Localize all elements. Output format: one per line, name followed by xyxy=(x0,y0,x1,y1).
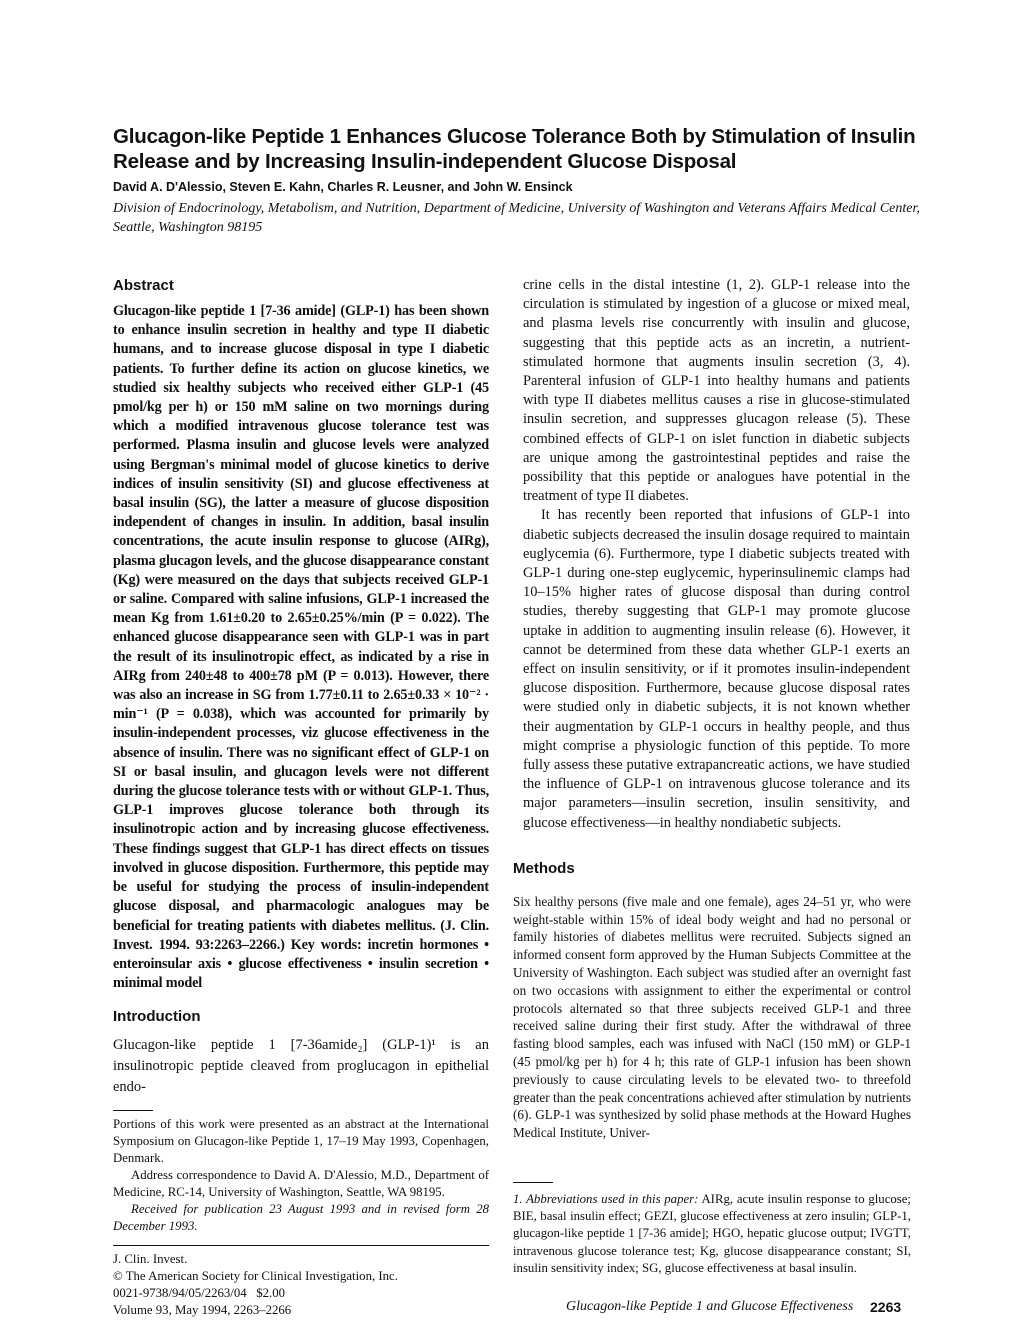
issn-code: 0021-9738/94/05/2263/04 $2.00 xyxy=(113,1286,286,1301)
journal-name: J. Clin. Invest. xyxy=(113,1252,188,1267)
affiliation: Division of Endocrinology, Metabolism, and Nutrition, Department of Medicine, University of Washington and Veterans Affairs Medical Center, Seattle, Washington 98195 xyxy=(113,201,920,235)
abbrev-footnote-divider xyxy=(513,1182,553,1183)
running-footer xyxy=(513,1299,911,1319)
methods-text: Six healthy persons (five male and one female), ages 24–51 yr, who were weight-stable within 15% of ideal body weight and had no personal or family histories of diabetes mellitus were recruited. Subjects signed an informed consent form approved by the Human Subjects Committee at the University of Washington. Each subject was studied after an overnight fast on two occasions with assignment to either the experimental or control protocols alternated so that three subjects received GLP-1 and three received saline during their first study. After the withdrawal of three fasting blood samples, each was infused with NaCl (150 mM) or GLP-1 (45 pmol/kg per h) for 4 h; this rate of GLP-1 infusion has been shown previously to cause circulating levels to be elevated two- to threefold greater than the peak concentrations achieved after stimulation by nutrients (6). GLP-1 was synthesized by solid phase methods at the Howard Hughes Medical Institute, Univer- xyxy=(513,893,911,1141)
abstract-text: Glucagon-like peptide 1 [7-36 amide] (GLP-1) has been shown to enhance insulin secretion in healthy and type II diabetic humans, and to increase glucose disposal in type I diabetic patients. To further define its action on glucose kinetics, we studied six healthy subjects who received either GLP-1 (45 pmol/kg per h) or 150 mM saline on two mornings during which a modified intravenous glucose tolerance test was performed. Plasma insulin and glucose levels were analyzed using Bergman's minimal model of glucose kinetics to derive indices of insulin sensitivity (SI) and glucose effectiveness at basal insulin (SG), the latter a measure of glucose disposition independent of changes in insulin. In addition, basal insulin concentrations, the acute insulin response to glucose (AIRg), plasma glucagon levels, and the glucose disappearance constant (Kg) were measured on the days that subjects received GLP-1 or saline. Compared with saline infusions, GLP-1 increased the mean Kg from 1.61±0.20 to 2.65±0.25%/min (P = 0.022). The enhanced glucose disappearance seen with GLP-1 was in part the result of its insulinotropic effect, as indicated by a rise in AIRg from 240±48 to 400±78 pM (P = 0.013). However, there was also an increase in SG from 1.77±0.11 to 2.65±0.33 × 10⁻² · min⁻¹ (P = 0.038), which was accounted for primarily by insulin-independent processes, viz glucose effectiveness in the absence of insulin. There was no significant effect of GLP-1 on SI or basal insulin, and glucagon levels were not different during the glucose tolerance tests with or without GLP-1. Thus, GLP-1 improves glucose tolerance both through its insulinotropic action and by increasing glucose effectiveness. These findings suggest that GLP-1 has direct effects on tissues involved in glucose disposition. Furthermore, this peptide may be useful for studying the process of insulin-independent glucose disposal, and pharmacologic analogues may be beneficial for treating patients with diabetes mellitus. (J. Clin. Invest. 1994. 93:2263–2266.) Key words: incretin hormones • enteroinsular axis • glucose effectiveness • insulin secretion • minimal model xyxy=(113,303,489,992)
volume-info: Volume 93, May 1994, 2263–2266 xyxy=(113,1303,292,1318)
copyright: © The American Society for Clinical Investigation, Inc. xyxy=(113,1269,398,1284)
introduction-text-right xyxy=(523,276,910,833)
introduction-paragraph-2: It has recently been reported that infusions of GLP-1 into diabetic subjects decreased the insulin dosage required to maintain euglycemia (6). Furthermore, type I diabetic subjects treated with GLP-1 during one-step euglycemic, hyperinsulinemic clamps had 10–15% higher rates of glucose disposal than during control studies, thereby suggesting that GLP-1 may promote glucose uptake in addition to augmenting insulin release (6). However, it cannot be determined from these data whether GLP-1 exerts an effect on insulin sensitivity, or if it promotes insulin-independent glucose disposition. Furthermore, because glucose disposal rates were studied only in diabetic subjects, it is not known whether their augmentation by GLP-1 occurs in healthy people, and thus might comprise a physiologic function of this peptide. To more fully assess these putative extrapancreatic actions, we have studied the influence of GLP-1 on intravenous glucose tolerance and its major parameters—insulin secretion, insulin sensitivity, and glucose effectiveness—in healthy nondiabetic subjects. xyxy=(523,507,910,831)
journal-info xyxy=(113,1251,489,1319)
abbreviations-footnote xyxy=(513,1191,911,1277)
abstract-heading: Abstract xyxy=(113,277,174,294)
journal-info-divider xyxy=(113,1245,489,1246)
page-number: 2263 xyxy=(870,1299,902,1316)
introduction-text-left: Glucagon-like peptide 1 [7-36amide₂] (GLP-1)¹ is an insulinotropic peptide cleaved from proglucagon in epithelial endo- xyxy=(113,1037,489,1096)
footnotes-left xyxy=(113,1116,489,1235)
left-column xyxy=(113,276,489,1319)
right-column xyxy=(513,276,911,1319)
methods-heading: Methods xyxy=(513,859,575,877)
abbreviations-text: AIRg, acute insulin response to glucose; BIE, basal insulin effect; GEZI, glucose effectiveness at zero insulin; GLP-1, glucagon-like peptide 1 [7-36 amide]; HGO, hepatic glucose output; IVGTT, intravenous glucose tolerance test; Kg, glucose disappearance constant; SI, insulin sensitivity index; SG, glucose effectiveness at basal insulin. xyxy=(513,1192,911,1275)
footnote-correspondence: Address correspondence to David A. D'Alessio, M.D., Department of Medicine, RC-14, University of Washington, Seattle, WA 98195. xyxy=(113,1168,489,1200)
running-footer-title: Glucagon-like Peptide 1 and Glucose Effectiveness xyxy=(566,1299,854,1315)
footnote-presented: Portions of this work were presented as an abstract at the International Symposium on Glucagon-like Peptide 1, 17–19 May 1993, Copenhagen, Denmark. xyxy=(113,1117,489,1166)
abbreviations-label: 1. Abbreviations used in this paper: xyxy=(513,1192,699,1207)
article-title: Glucagon-like Peptide 1 Enhances Glucose Tolerance Both by Stimulation of Insulin Release and by Increasing Insulin-independent Glucose Disposal xyxy=(113,125,916,173)
introduction-heading: Introduction xyxy=(113,1008,201,1026)
introduction-paragraph-1: crine cells in the distal intestine (1, 2). GLP-1 release into the circulation is stimulated by ingestion of a glucose or mixed meal, and plasma levels rise concurrently with insulin and glucose, suggesting that this peptide acts as an incretin, a nutrient-stimulated hormone that augments insulin secretion (3, 4). Parenteral infusion of GLP-1 into healthy humans and patients with type II diabetes mellitus causes a rise in glucose-stimulated insulin secretion, and suppresses glucagon release (5). These combined effects of GLP-1 on islet function in diabetic subjects are unique among the gastrointestinal peptides and raise the possibility that this peptide or analogues have potential in the treatment of type II diabetes. xyxy=(523,277,910,505)
author-list: David A. D'Alessio, Steven E. Kahn, Charles R. Leusner, and John W. Ensinck xyxy=(113,180,573,194)
footnote-divider xyxy=(113,1110,153,1111)
footnote-received: Received for publication 23 August 1993 and in revised form 28 December 1993. xyxy=(113,1202,489,1234)
